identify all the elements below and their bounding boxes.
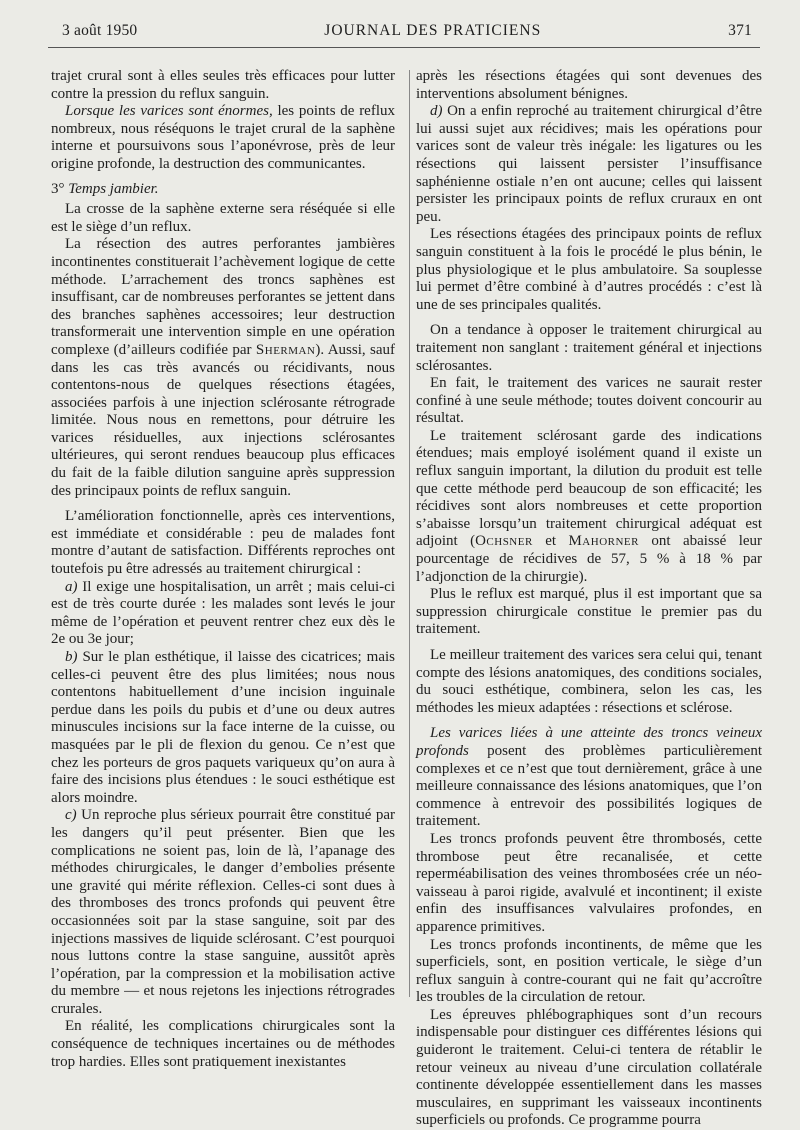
journal-title: JOURNAL DES PRATICIENS	[324, 22, 542, 39]
paragraph: après les résections étagées qui sont devenues des interventions absolument bénignes.	[416, 68, 762, 102]
paragraph: Les varices liées à une atteinte des troncs veineux profonds posent des problèmes particulièrement complexes et ce n’est que tout dernièrement, grâce à une meilleure connaissance des lésions anatomiques, que l’on commence à entrevoir des possibilités logiques de traitement.	[416, 725, 762, 830]
paragraph: En réalité, les complications chirurgicales sont la conséquence de techniques incertaines ou de méthodes trop hardies. Elles sont pratiquement inexistantes	[51, 1018, 395, 1070]
paragraph: Les troncs profonds peuvent être thrombosés, cette thrombose peut être recanalisée, et cette reperméabilisation des veines thrombosées crée un néo-vaisseau à paroi rigide, avalvulé et incontinent; il existe enfin des insuffisances valvulaires profondes, en apparence primitives.	[416, 830, 762, 935]
author-name: Mahorner	[568, 533, 639, 550]
list-item: b) Sur le plan esthétique, il laisse des cicatrices; mais celles-ci peuvent être des plus limitées; nous nous contentons habituellement d’une incision inguinale perdue dans les poils du pubis et d’une ou deux autres minuscules incisions sur la face interne de la cuisse, ou masquées par le pli de flexion du genou. Ce n’est que chez les porteurs de gros paquets variqueux qu’on aura à faire des incisions plus étendues : le souci esthétique est alors moindre.	[51, 649, 395, 806]
paragraph: Les résections étagées des principaux points de reflux sanguin constituent à la fois le procédé le plus bénin, le plus physiologique et le plus ambulatoire. Sa souplesse lui permet d’être combiné à d’autres procédés : c’est là une de ses principales qualités.	[416, 226, 762, 313]
paragraph: Le traitement sclérosant garde des indications étendues; mais employé isolément quand il existe un reflux sanguin important, la dilution du produit est telle que cette méthode perd beaucoup de son efficacité; les récidives sont alors nombreuses et cette proportion s’abaisse lorsqu’un traitement chirurgical adéquat est adjoint (Ochsner et Mahorner ont abaissé leur pourcentage de récidives de 57, 5 % à 18 % par l’adjonction de la chirurgie).	[416, 427, 763, 585]
list-item: a) Il exige une hospitalisation, un arrêt ; mais celui-ci est de très courte durée : les malades sont levés le jour même de l’opération et peuvent rentrer chez eux dès le 2e ou 3e jour;	[51, 578, 395, 648]
paragraph: trajet crural sont à elles seules très efficaces pour lutter contre la pression du reflux sanguin.	[51, 68, 395, 102]
author-name: Sherman	[255, 341, 316, 358]
paragraph: Les épreuves phlébographiques sont d’un recours indispensable pour distinguer ces différentes lésions qui guideront le traitement. Celui-ci tentera de rétablir le retour veineux au niveau d’une circulation collatérale continente développée essentiellement dans les masses musculaires, en supprimant les vaisseaux incontinents superficiels ou profonds. Ce programme pourra	[416, 1006, 762, 1129]
right-column	[416, 68, 762, 1130]
page-number: 371	[728, 22, 752, 39]
paragraph: Lorsque les varices sont énormes, les points de reflux nombreux, nous réséquons le trajet crural de la saphène interne et poursuivons sous l’aponévrose, près de leur origine profonde, la destruction des communicantes.	[51, 103, 396, 172]
paragraph: La crosse de la saphène externe sera réséquée si elle est le siège d’un reflux.	[51, 201, 395, 235]
paragraph: Les troncs profonds incontinents, de même que les superficiels, sont, en position verticale, le siège d’un reflux sanguin à contre-courant qui ne fait qu’accroître les troubles de la circulation de retour.	[416, 936, 762, 1006]
header-rule	[48, 47, 760, 48]
paragraph: La résection des autres perforantes jambières incontinentes constituerait l’achèvement logique de cette méthode. L’arrachement des troncs saphènes est insuffisant, car de nombreuses perforantes se jettent dans des branches saphènes accessoires; leur destruction transformerait une intervention simple en une opération complexe (d’ailleurs codifiée par Sherman). Aussi, sauf dans les cas très avancés ou récidivants, nous contentons-nous de quelques résections étagées, associées parfois à une injection sclérosante rétrograde limitée. Nous nous en remettons, pour détruire les varices résiduelles, aux injections sclérosantes ultérieures, qui seront rendues beaucoup plus efficaces du fait de la faible dilution sanguine après suppression des principaux points de reflux sanguin.	[51, 236, 395, 499]
column-divider	[409, 70, 410, 997]
paragraph: L’amélioration fonctionnelle, après ces interventions, est immédiate et considérable : peu de malades font montre d’autant de satisfaction. Différents reproches ont toutefois pu être adressés au traitement chirurgical :	[51, 508, 395, 578]
left-column	[51, 68, 395, 1071]
paragraph: En fait, le traitement des varices ne saurait rester confiné à une seule méthode; toutes doivent concourir au résultat.	[416, 375, 762, 427]
paragraph: Plus le reflux est marqué, plus il est important que sa suppression chirurgicale constitue le premier pas du traitement.	[416, 586, 762, 638]
list-item: d) On a enfin reproché au traitement chirurgical d’être lui aussi sujet aux récidives; mais les opérations pour varices sont de valeur très inégale: les ligatures ou les résections qui laissent persister l’insuffisance saphénienne ostiale n’en ont aucune; celles qui laissent persister les principaux points de reflux cruraux en ont peu.	[416, 103, 762, 225]
paragraph: On a tendance à opposer le traitement chirurgical au traitement non sanglant : traitement général et injections sclérosantes.	[416, 322, 762, 374]
list-item: c) Un reproche plus sérieux pourrait être constitué par les dangers qu’il peut présenter. Bien que les complications ne soient pas, loin de là, l’apanage des méthodes chirurgicales, le danger d’embolies présente une gravité qui mérite réflexion. Celles-ci sont dues à des thromboses des troncs profonds qui peuvent être occasionnées soit par la stase sanguine, soit par des injections massives de liquide sclérosant. C’est pourquoi nous luttons contre la stase sanguine, aussitôt après l’opération, par la compression et la mobilisation active du membre — et nous rejetons les injections rétrogrades crurales.	[51, 807, 395, 1017]
running-header	[62, 22, 752, 48]
section-heading: 3° Temps jambier.	[51, 180, 159, 197]
header-date: 3 août 1950	[62, 22, 138, 39]
paragraph: Le meilleur traitement des varices sera celui qui, tenant compte des lésions anatomiques, des conditions sociales, du souci esthétique, combinera, selon les cas, les méthodes les mieux adaptées : résections et sclérose.	[416, 647, 762, 716]
author-name: Ochsner	[475, 533, 533, 550]
